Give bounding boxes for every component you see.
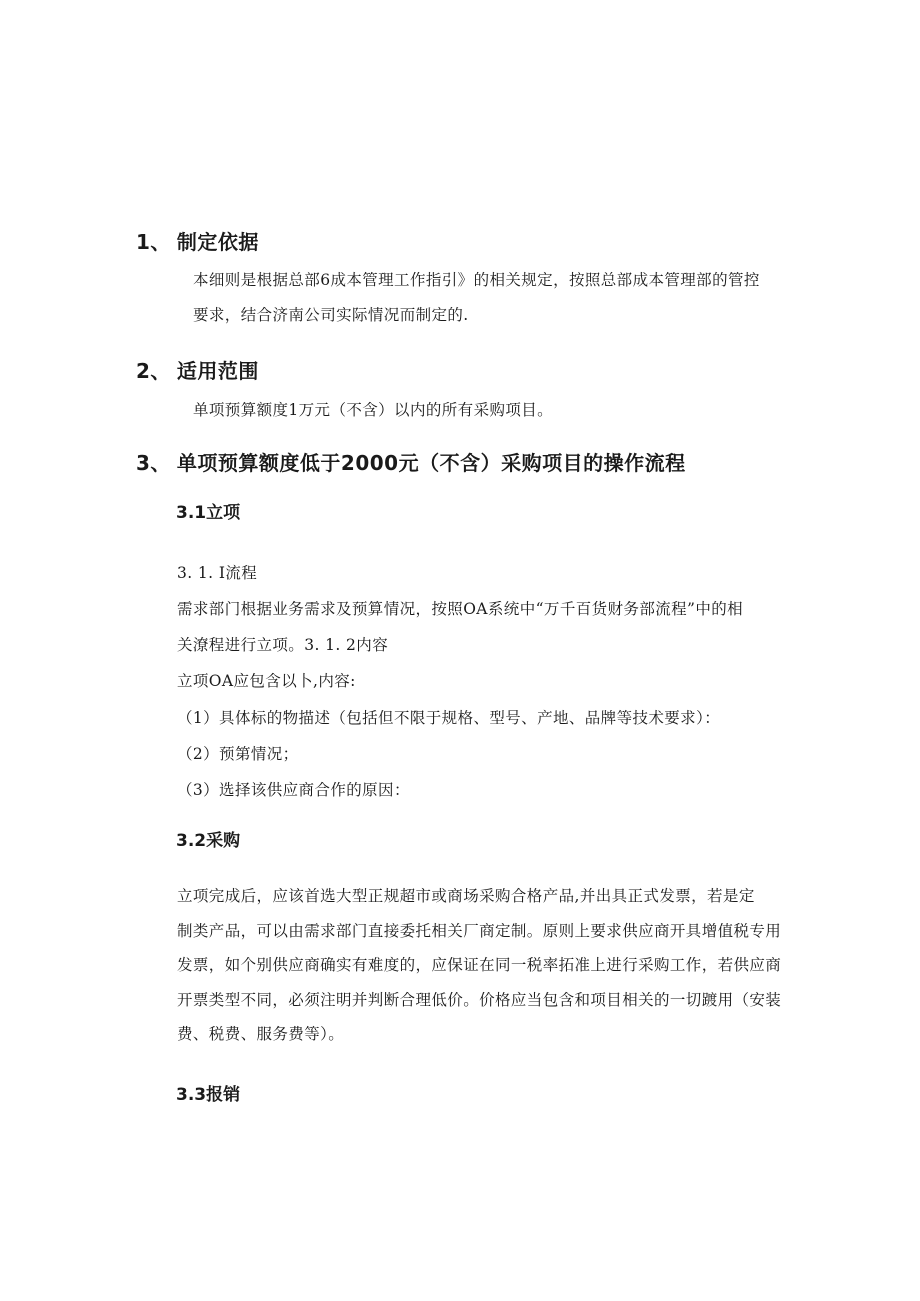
subsection-3-1-intro: 立项OA应包含以卜,内容: xyxy=(177,672,356,690)
subsection-3-2-title: 3.2采购 xyxy=(176,831,241,851)
subsection-3-2-line-1: 立项完成后，应该首选大型正规超市或商场采购合格产品,并出具正式发票，若是定 xyxy=(177,887,755,905)
section-1-title: 制定依据 xyxy=(176,230,259,254)
subsection-3-3-title: 3.3报销 xyxy=(176,1085,241,1105)
section-1-line-1: 本细则是根据总部6成本管理工作指引》的相关规定，按照总部成本管理部的管控 xyxy=(193,271,760,289)
list-item-1: （1）具体标的物描述（包括但不限于规格、型号、产地、品牌等技术要求）： xyxy=(177,709,721,727)
subsection-3-2-line-4: 开票类型不同，必须注明并判断合理低价。价格应当包含和项目相关的一切踱用（安装 xyxy=(177,991,782,1009)
subsection-3-1-title: 3.1立项 xyxy=(176,503,241,523)
section-3-number: 3、 xyxy=(136,451,171,475)
subsection-3-1-para-line-2: 关潦程进行立项。3. 1. 2内容 xyxy=(177,636,389,654)
section-2-title: 适用范围 xyxy=(176,359,259,383)
section-1-number: 1、 xyxy=(136,230,171,254)
subsection-3-1-1-title: 3. 1. I流程 xyxy=(177,564,258,582)
section-2-number: 2、 xyxy=(136,359,171,383)
subsection-3-2-line-5: 费、税费、服务费等）。 xyxy=(177,1025,345,1043)
section-1-heading xyxy=(136,226,259,255)
section-2-line-1: 单项预算额度1万元（不含）以内的所有采购项目。 xyxy=(193,401,554,419)
section-1-line-2: 要求，结合济南公司实际情况而制定的. xyxy=(193,306,469,324)
list-item-3: （3）选择该供应商合作的原因： xyxy=(177,781,410,799)
section-2-heading xyxy=(136,355,259,384)
section-3-heading xyxy=(136,447,686,476)
section-3-title: 单项预算额度低于2000元（不含）采购项目的操作流程 xyxy=(176,451,686,475)
subsection-3-2-line-2: 制类产品，可以由需求部门直接委托相关厂商定制。原则上要求供应商开具增值税专用 xyxy=(177,922,782,940)
subsection-3-1-para-line-1: 需求部门根据业务需求及预算情况，按照OA系统中“万千百货财务部流程”中的相 xyxy=(177,600,744,618)
subsection-3-2-line-3: 发票，如个别供应商确实有难度的，应保证在同一税率拓准上进行采购工作，若供应商 xyxy=(177,956,782,974)
list-item-2: （2）预第情况； xyxy=(177,745,299,763)
